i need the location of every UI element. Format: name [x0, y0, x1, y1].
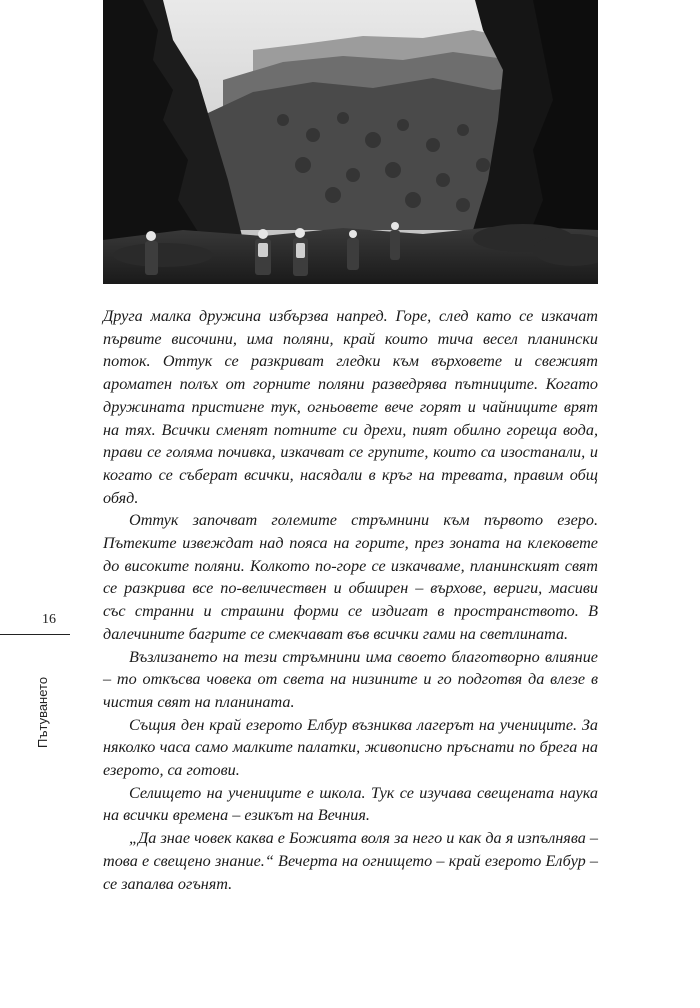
paragraph: Същия ден край езерото Елбур възниква лагерът на учениците. За няколко часа само малките палатки, живописно пръснати по брега на езерото, са готови.: [103, 715, 598, 780]
paragraph: Възлизането на тези стръмнини има своето благотворно влияние – то откъсва човека от света на низините и го подготвя да влезе в чистия свят на планината.: [103, 647, 598, 711]
paragraph: Селището на учениците е школа. Тук се изучава свещената наука на всички времена – езикът на Вечния.: [103, 783, 598, 825]
forest-photo: [103, 0, 598, 284]
running-head: [32, 640, 52, 750]
running-head-text: Пътуването: [35, 676, 50, 748]
margin-rule: [0, 634, 70, 635]
paragraph: „Да знае човек каква е Божията воля за него и как да я изпълнява – това е свещено знание.“ Вечерта на огнището – край езерото Елбур – се запалва огънят.: [103, 829, 598, 893]
page-number: 16: [42, 612, 56, 627]
paragraph: Оттук започват големите стръмнини към първото езеро. Пътеките извеждат над пояса на горите, през зоната на клековете до високите поляни. Колкото по-горе се изкачваме, планинският свят се разкрива все по-величествен и обширен – върхове, вериги, масиви със странни и страшни форми се издигат в пространството. В далечините багрите се смекчават във всички гами на светлината.: [103, 511, 598, 643]
body-text: [103, 305, 598, 895]
forest-mountain-hikers-photo-icon: [103, 0, 598, 284]
paragraph: Друга малка дружина избързва напред. Горе, след като се изкачат първите височини, има поляни, край които тича весел планински поток. Оттук се разкриват гледки към върховете и свежият ароматен полъх от горните поляни разведрява пътниците. Когато дружината пристигне тук, огньовете вече горят и чайниците врят на тях. Всички сменят потните си дрехи, пият обилно гореща вода, прави се голяма почивка, изкачват се групите, които са изостанали, и когато се съберат всички, насядали в кръг на тревата, правим общ обяд.: [103, 307, 598, 507]
